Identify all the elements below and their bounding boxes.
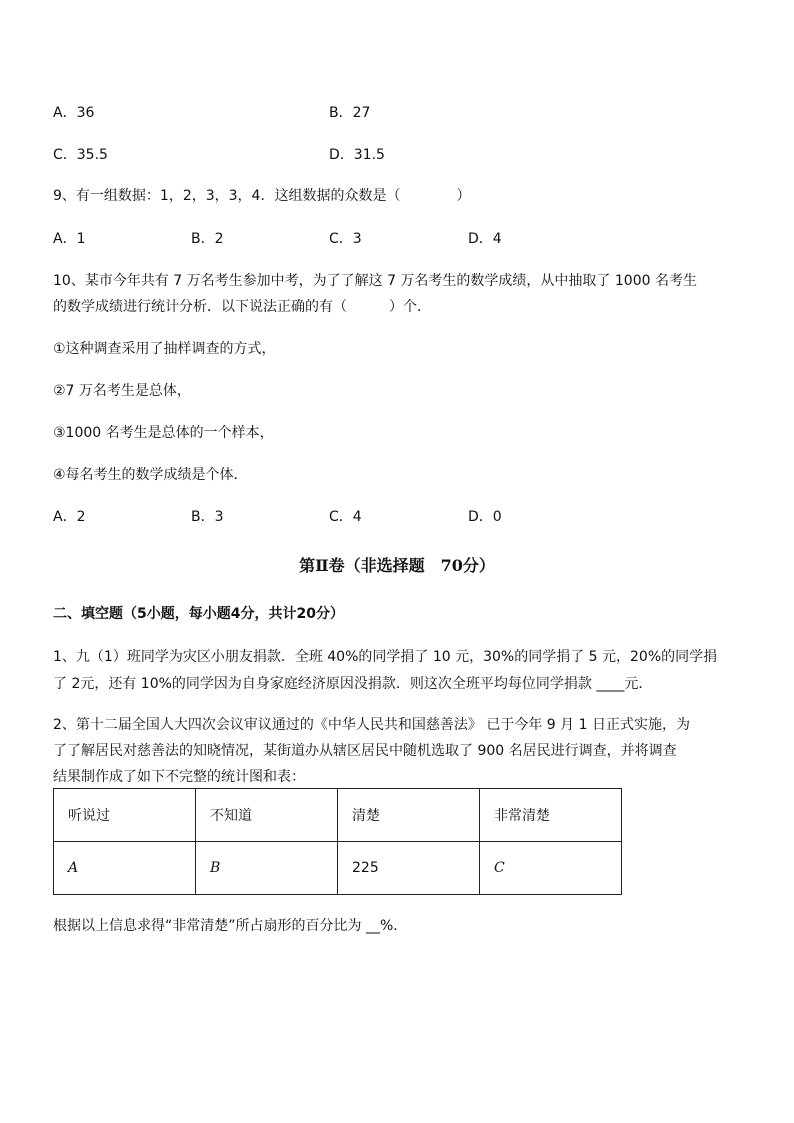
q9-option-d: D．4: [468, 231, 502, 247]
table-cell: C: [480, 842, 622, 895]
q9-option-c: C．3: [329, 231, 362, 247]
table-header-cell: 清楚: [338, 789, 480, 842]
q10-option-a: A．2: [53, 509, 86, 525]
q8-option-c: C．35.5: [53, 147, 108, 163]
table-header-row: [54, 789, 622, 842]
q10-option-b: B．3: [191, 509, 224, 525]
q10-statement-4: ④每名考生的数学成绩是个体．: [53, 467, 248, 483]
q10-statement-3: ③1000 名考生是总体的一个样本，: [53, 425, 274, 441]
q10-option-c: C．4: [329, 509, 362, 525]
q10-text-line2: 的数学成绩进行统计分析．以下说法正确的有（ ）个．: [53, 299, 431, 315]
q10-text-line1: 10、某市今年共有 7 万名考生参加中考，为了了解这 7 万名考生的数学成绩，从中抽取了 1000 名考生: [53, 273, 697, 289]
fill2-text-line1: 2、第十二届全国人大四次会议审议通过的《中华人民共和国慈善法》 已于今年 9 月 1 日正式实施，为: [53, 717, 690, 733]
fill1-text-line1: 1、九（1）班同学为灾区小朋友捐款．全班 40%的同学捐了 10 元，30%的同学捐了 5 元，20%的同学捐: [53, 649, 718, 665]
q10-statement-1: ①这种调查采用了抽样调查的方式，: [53, 341, 276, 357]
table-cell: A: [54, 842, 196, 895]
fill2-text-line3: 结果制作成了如下不完整的统计图和表：: [53, 769, 305, 785]
table-header-cell: 不知道: [196, 789, 338, 842]
q8-option-a: A．36: [53, 105, 95, 121]
q8-option-d: D．31.5: [329, 147, 385, 163]
q8-option-b: B．27: [329, 105, 371, 121]
table-row: [54, 842, 622, 895]
part2-title: 二、填空题（5小题，每小题4分，共计20分）: [53, 606, 344, 622]
q10-option-d: D．0: [468, 509, 502, 525]
q9-option-a: A．1: [53, 231, 86, 247]
table-header-cell: 非常清楚: [480, 789, 622, 842]
survey-table: [53, 788, 622, 895]
table-header-cell: 听说过: [54, 789, 196, 842]
q10-statement-2: ②7 万名考生是总体，: [53, 383, 191, 399]
table-cell: 225: [338, 842, 480, 895]
q9-option-b: B．2: [191, 231, 224, 247]
fill1-text-line2: 了 2元，还有 10%的同学因为自身家庭经济原因没捐款．则这次全班平均每位同学捐款 ____元．: [53, 676, 653, 692]
q9-text: 9、有一组数据：1，2，3，3，4．这组数据的众数是（ ）: [53, 188, 471, 204]
section-title: 第Ⅱ卷（非选择题 70分）: [299, 556, 495, 575]
fill2-text-line2: 了了解居民对慈善法的知晓情况，某街道办从辖区居民中随机选取了 900 名居民进行调查，并将调查: [53, 743, 677, 759]
fill2-question: 根据以上信息求得“非常清楚”所占扇形的百分比为 __%．: [53, 918, 408, 934]
table-cell: B: [196, 842, 338, 895]
